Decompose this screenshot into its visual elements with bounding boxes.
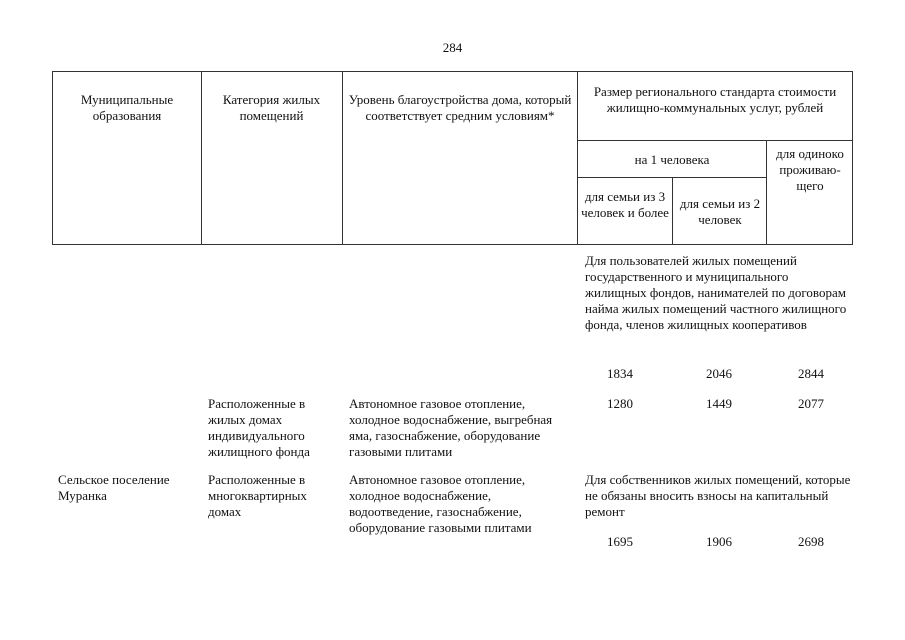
header-standard-size: Размер регионального стандарта стоимости жилищно-коммунальных услуг, рублей bbox=[593, 84, 837, 115]
s2-family2: 1906 bbox=[706, 534, 732, 549]
section2-note: Для собственников жилых помещений, которые не обязаны вносить взносы на капитальный ремонт bbox=[585, 472, 851, 519]
page-number: 284 bbox=[442, 40, 463, 55]
header-municipality: Муниципальные образования bbox=[80, 92, 174, 123]
header-family-2: для семьи из 2 человек bbox=[679, 196, 761, 227]
s1-row2-family3: 1280 bbox=[607, 396, 633, 411]
s1-row2-family2: 1449 bbox=[706, 396, 732, 411]
s1-row2-category: Расположенные в жилых домах индивидуального жилищного фонда bbox=[208, 396, 310, 459]
header-housing-category: Категория жилых помещений bbox=[222, 92, 321, 123]
s2-municipality: Сельское поселение Муранка bbox=[58, 472, 170, 503]
s2-category: Расположенные в многоквартирных домах bbox=[208, 472, 307, 519]
header-per-person: на 1 человека bbox=[634, 152, 710, 167]
s1-row1-single: 2844 bbox=[798, 366, 824, 381]
s1-row2-level: Автономное газовое отопление, холодное водоснабжение, выгребная яма, газоснабжение, оборудование газовыми плитами bbox=[349, 396, 553, 459]
s1-row2-single: 2077 bbox=[798, 396, 824, 411]
s2-level: Автономное газовое отопление, холодное водоснабжение, водоотведение, газоснабжение, оборудование газовыми плитами bbox=[349, 472, 532, 535]
s2-family3: 1695 bbox=[607, 534, 633, 549]
s1-row1-family2: 2046 bbox=[706, 366, 732, 381]
header-single: для одиноко проживаю-щего bbox=[776, 146, 844, 193]
header-family-3: для семьи из 3 человек и более bbox=[581, 189, 669, 220]
s2-single: 2698 bbox=[798, 534, 824, 549]
section1-note: Для пользователей жилых помещений государственного и муниципального жилищных фондов, нанимателей по договорам найма жилых помещений частного жилищного фонда, членов жилищных кооперативов bbox=[585, 253, 847, 332]
header-comfort-level: Уровень благоустройства дома, который соответствует средним условиям* bbox=[348, 92, 572, 123]
s1-row1-family3: 1834 bbox=[607, 366, 633, 381]
